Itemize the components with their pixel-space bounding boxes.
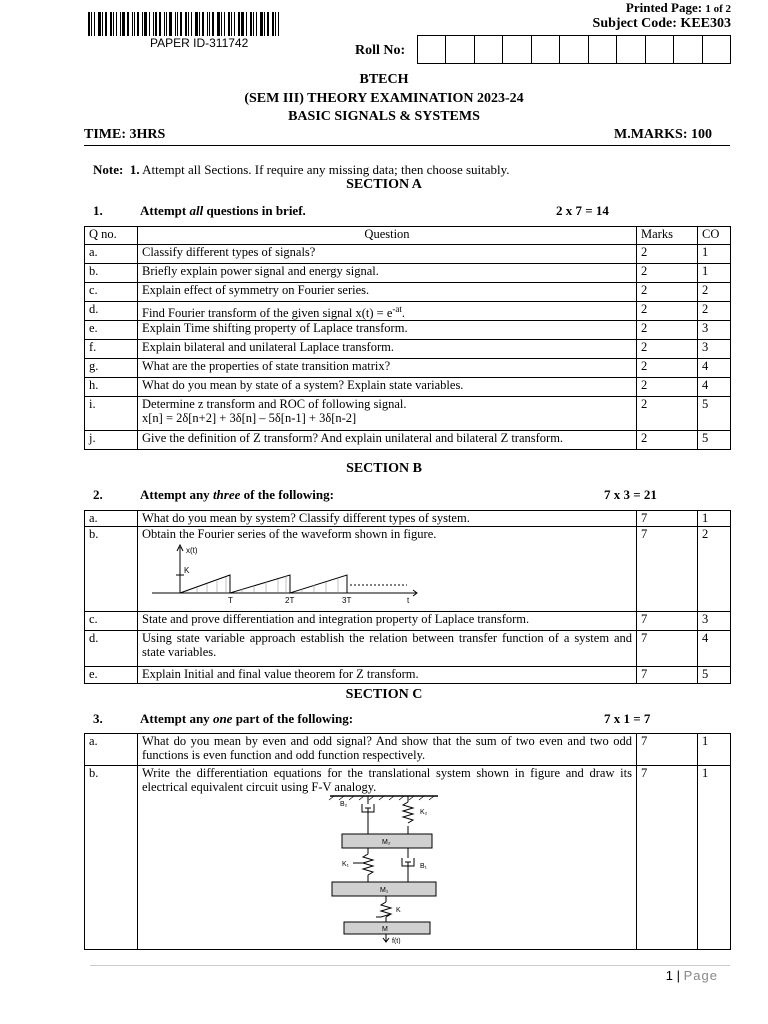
section-a-table (84, 226, 731, 450)
note-num: 1. (129, 162, 140, 177)
printed-page (626, 0, 731, 16)
fig-k1-label: K₁ (342, 861, 350, 868)
q3-instruction: Attempt any one part of the following: (140, 711, 354, 726)
q2-instruction: Attempt any three of the following: (140, 487, 334, 502)
section-c-table (84, 733, 731, 950)
table-row: a. What do you mean by even and odd signal? And show that the sum of two even and two odd functions is even function and odd function respectively. 7 1 (85, 734, 731, 766)
q1-number: 1. (93, 203, 103, 218)
fig-t1-label: T (228, 596, 233, 605)
page-word: Page (683, 968, 718, 983)
printed-page-label: Printed Page: (625, 0, 703, 15)
table-row: c. State and prove differentiation and integration property of Laplace transform. 7 3 (85, 612, 731, 631)
fig-k-label: K (184, 566, 190, 575)
fig-t2-label: 2T (285, 596, 295, 605)
fig-m2-label: M₂ (382, 839, 391, 846)
fig-y-label: x(t) (186, 546, 198, 555)
table-row: j. Give the definition of Z transform? And explain unilateral and bilateral Z transform. 2 5 (85, 431, 731, 450)
degree: BTECH (359, 72, 409, 87)
max-marks: M.MARKS: 100 (614, 127, 712, 142)
col-co: CO (698, 227, 731, 245)
table-row: f. Explain bilateral and unilateral Laplace transform. 2 3 (85, 340, 731, 359)
time: TIME: 3HRS (84, 127, 166, 142)
fig-t3-label: 3T (342, 596, 352, 605)
col-marks: Marks (637, 227, 698, 245)
col-question: Question (138, 227, 637, 245)
note (93, 162, 510, 178)
q1-instruction: Attempt all questions in brief. (140, 203, 306, 218)
note-label: Note: (93, 162, 124, 177)
mass-spring-damper-figure (142, 794, 622, 944)
paper-id: PAPER ID-311742 (150, 36, 249, 50)
roll-no-label: Roll No: (355, 43, 406, 58)
table-row: b. Write the differentiation equations for the translational system shown in figure and draw its electrical equivalent circuit using F-V analogy. B₂ K₂ M₂ K₁ B₁ M₁ K M f(t) 7 1 (85, 766, 731, 950)
table-row: h. What do you mean by state of a system? Explain state variables. 2 4 (85, 378, 731, 397)
printed-page-value: 1 of 2 (705, 3, 731, 15)
fig-m-label: M (382, 926, 388, 933)
col-qno: Q no. (85, 227, 138, 245)
table-row: c. Explain effect of symmetry on Fourier series. 2 2 (85, 283, 731, 302)
q3-marks: 7 x 1 = 7 (604, 711, 651, 726)
footer-divider (90, 965, 730, 966)
table-row: b. Briefly explain power signal and energy signal. 2 1 (85, 264, 731, 283)
fig-m1-label: M₁ (380, 887, 389, 894)
section-b-table (84, 510, 731, 684)
fig-force-label: f(t) (392, 938, 401, 944)
table-row: a. What do you mean by system? Classify different types of system. 7 1 (85, 511, 731, 527)
fig-b1-label: B₁ (420, 863, 428, 870)
fig-t-axis-label: t (407, 596, 410, 605)
table-row: i. Determine z transform and ROC of following signal. x[n] = 2δ[n+2] + 3δ[n] – 5δ[n-1] + 3δ[n-2] 2 5 (85, 397, 731, 431)
table-row: g. What are the properties of state transition matrix? 2 4 (85, 359, 731, 378)
barcode (88, 12, 318, 36)
fig-k2-label: K₂ (420, 809, 428, 816)
section-c-title: SECTION C (345, 687, 423, 702)
subject-code: Subject Code: KEE303 (592, 16, 731, 31)
exam-title: (SEM III) THEORY EXAMINATION 2023-24 (244, 91, 524, 106)
table-row: a. Classify different types of signals? 2 1 (85, 245, 731, 264)
subject-title: BASIC SIGNALS & SYSTEMS (288, 109, 480, 124)
q2-marks: 7 x 3 = 21 (604, 487, 657, 502)
q2-number: 2. (93, 487, 103, 502)
q3-number: 3. (93, 711, 103, 726)
section-b-title: SECTION B (346, 461, 422, 476)
table-header-row (85, 227, 731, 245)
table-row: d. Using state variable approach establish the relation between transfer function of a system and state variables. 7 4 (85, 631, 731, 667)
roll-no-boxes[interactable] (417, 35, 731, 64)
sawtooth-waveform-figure (142, 541, 422, 607)
fig-k-label: K (396, 907, 401, 914)
q1-marks: 2 x 7 = 14 (556, 203, 609, 218)
page-number: 1 (665, 968, 674, 983)
table-row: e. Explain Time shifting property of Laplace transform. 2 3 (85, 321, 731, 340)
page-footer (666, 968, 718, 983)
fig-b2-label: B₂ (340, 801, 348, 808)
table-row: d. Find Fourier transform of the given signal $x(t) = e^{-at}$. 2 2 (85, 302, 731, 321)
note-text: Attempt all Sections. If require any missing data; then choose suitably. (142, 162, 510, 177)
table-row: b. Obtain the Fourier series of the waveform shown in figure. x(t) K T 2T 3T t 7 2 (85, 527, 731, 612)
section-a-title: SECTION A (346, 177, 422, 192)
header-divider (84, 145, 730, 146)
table-row: e. Explain Initial and final value theorem for Z transform. 7 5 (85, 667, 731, 684)
page-separator: | (673, 968, 684, 983)
